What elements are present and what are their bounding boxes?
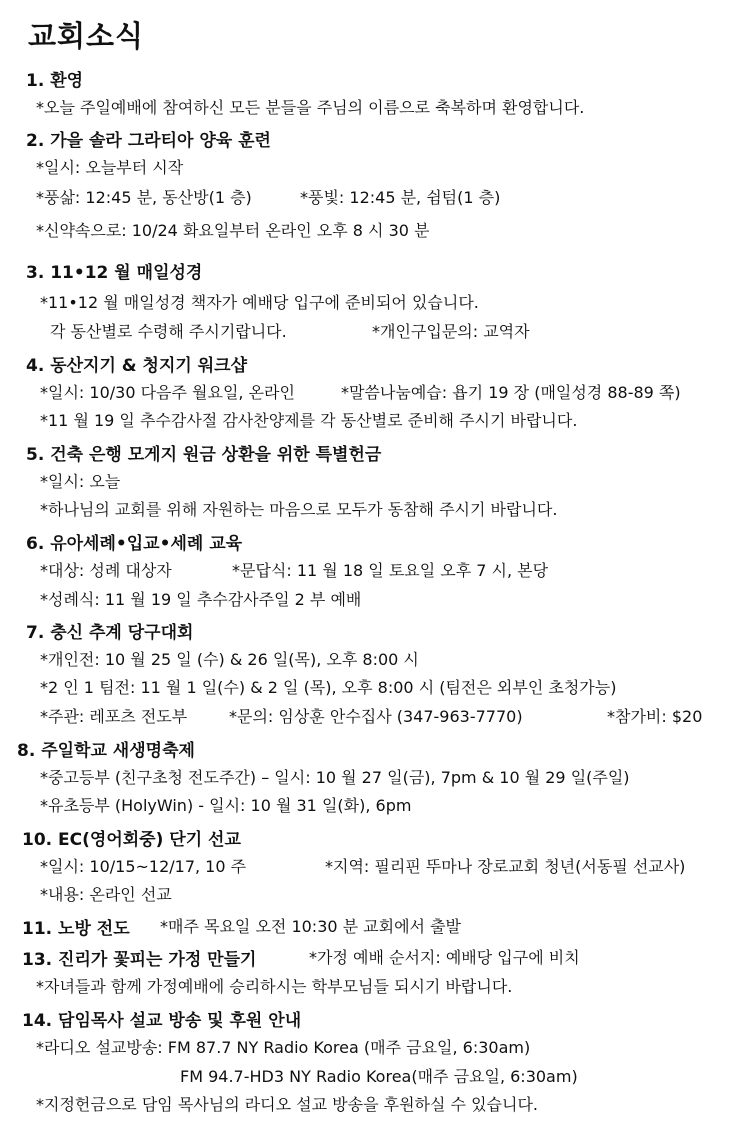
section-heading-4: 4. 동산지기 & 청지기 워크샵 <box>26 356 248 376</box>
section-2-line-2: *풍삶: 12:45 분, 동산방(1 층) <box>36 188 252 207</box>
section-heading-14: 14. 담임목사 설교 방송 및 후원 안내 <box>22 1011 302 1031</box>
section-heading-6: 6. 유아세례•입교•세례 교육 <box>26 534 243 554</box>
section-2-line-4: *신약속으로: 10/24 화요일부터 온라인 오후 8 시 30 분 <box>36 221 430 240</box>
section-heading-8: 8. 주일학교 새생명축제 <box>17 741 195 761</box>
section-heading-3: 3. 11•12 월 매일성경 <box>26 263 203 283</box>
section-6-line-1: *대상: 성례 대상자 <box>40 561 172 580</box>
section-7-line-4: *문의: 임상훈 안수집사 (347-963-7770) <box>229 707 523 726</box>
section-heading-2: 2. 가을 솔라 그라티아 양육 훈련 <box>26 131 271 151</box>
section-14-line-2: FM 94.7-HD3 NY Radio Korea(매주 금요일, 6:30am) <box>180 1067 578 1086</box>
section-7-line-2: *2 인 1 팀전: 11 월 1 일(수) & 2 일 (목), 오후 8:00 시 (팀전은 외부인 초청가능) <box>40 678 617 697</box>
section-heading-1: 1. 환영 <box>26 71 84 91</box>
section-14-line-1: *라디오 설교방송: FM 87.7 NY Radio Korea (매주 금요일, 6:30am) <box>36 1038 531 1057</box>
section-3-line-3: *개인구입문의: 교역자 <box>372 322 530 341</box>
section-heading-11: 11. 노방 전도 <box>22 919 130 939</box>
section-5-line-2: *하나님의 교회를 위해 자원하는 마음으로 모두가 동참해 주시기 바랍니다. <box>40 500 558 519</box>
section-1-line-1: *오늘 주일예배에 참여하신 모든 분들을 주님의 이름으로 축복하며 환영합니다. <box>36 98 585 117</box>
section-heading-10: 10. EC(영어회중) 단기 선교 <box>22 830 241 850</box>
section-10-line-3: *내용: 온라인 선교 <box>40 885 172 904</box>
section-13-line-2: *자녀들과 함께 가정예배에 승리하시는 학부모님들 되시기 바랍니다. <box>36 977 513 996</box>
section-7-line-1: *개인전: 10 월 25 일 (수) & 26 일(목), 오후 8:00 시 <box>40 650 419 669</box>
section-11-line-1: *매주 목요일 오전 10:30 분 교회에서 출발 <box>160 917 462 936</box>
section-10-line-2: *지역: 필리핀 뚜마나 장로교회 청년(서동필 선교사) <box>325 857 686 876</box>
section-heading-7: 7. 충신 추계 당구대회 <box>26 623 194 643</box>
section-2-line-3: *풍빛: 12:45 분, 쉼텀(1 층) <box>300 188 501 207</box>
section-6-line-2: *문답식: 11 월 18 일 토요일 오후 7 시, 본당 <box>232 561 549 580</box>
section-7-line-3: *주관: 레포츠 전도부 <box>40 707 188 726</box>
section-4-line-3: *11 월 19 일 추수감사절 감사찬양제를 각 동산별로 준비해 주시기 바랍니다. <box>40 411 578 430</box>
section-heading-13: 13. 진리가 꽃피는 가정 만들기 <box>22 950 257 970</box>
section-14-line-3: *지정헌금으로 담임 목사님의 라디오 설교 방송을 후원하실 수 있습니다. <box>36 1095 538 1114</box>
section-2-line-1: *일시: 오늘부터 시작 <box>36 158 184 177</box>
section-10-line-1: *일시: 10/15~12/17, 10 주 <box>40 857 247 876</box>
page-title: 교회소식 <box>28 19 145 53</box>
section-8-line-2: *유초등부 (HolyWin) - 일시: 10 월 31 일(화), 6pm <box>40 796 412 815</box>
section-13-line-1: *가정 예배 순서지: 예배당 입구에 비치 <box>309 948 580 967</box>
section-6-line-3: *성례식: 11 월 19 일 추수감사주일 2 부 예배 <box>40 590 362 609</box>
section-4-line-2: *말씀나눔예습: 욥기 19 장 (매일성경 88-89 쪽) <box>341 383 681 402</box>
section-3-line-2: 각 동산별로 수령해 주시기랍니다. <box>50 322 287 341</box>
section-8-line-1: *중고등부 (친구초청 전도주간) – 일시: 10 월 27 일(금), 7pm & 10 월 29 일(주일) <box>40 768 630 787</box>
section-heading-5: 5. 건축 은행 모게지 원금 상환을 위한 특별헌금 <box>26 445 382 465</box>
section-5-line-1: *일시: 오늘 <box>40 472 121 491</box>
section-4-line-1: *일시: 10/30 다음주 월요일, 온라인 <box>40 383 295 402</box>
section-7-line-5: *참가비: $20 <box>607 707 703 726</box>
section-3-line-1: *11•12 월 매일성경 책자가 예배당 입구에 준비되어 있습니다. <box>40 293 479 312</box>
